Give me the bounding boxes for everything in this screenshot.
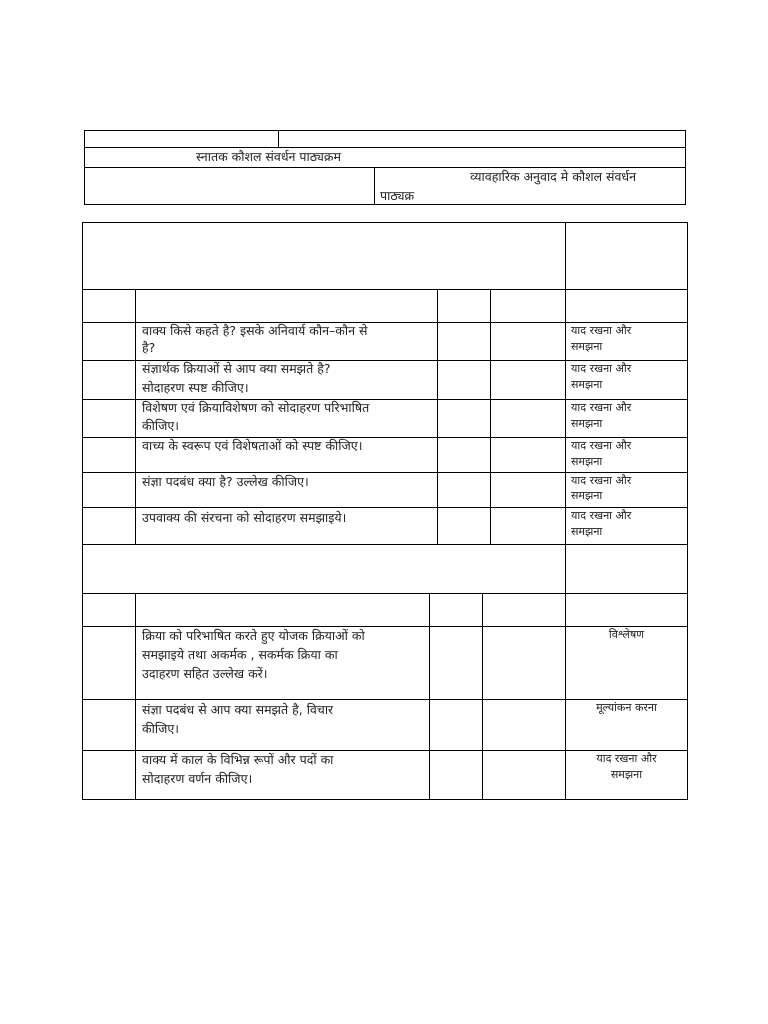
section1-divider <box>437 289 438 544</box>
section2-divider <box>482 593 483 800</box>
header-divider <box>278 130 279 147</box>
question-text: कीजिए। <box>142 418 180 433</box>
cognitive-level: याद रखना और <box>571 439 632 452</box>
question-text: वाच्य के स्वरूप एवं विशेषताओं को स्पष्ट कीजिए। <box>142 438 363 453</box>
question-text: समझाइये तथा अकर्मक , सकर्मक क्रिया का <box>142 647 338 662</box>
question-text: सोदाहरण स्पष्ट कीजिए। <box>142 380 249 395</box>
question-text: संज्ञा पदबंध क्या है? उल्लेख कीजिए। <box>142 474 309 489</box>
question-text: उदाहरण सहित उल्लेख करें। <box>142 666 268 681</box>
question-text: क्रिया को परिभाषित करते हुए योजक क्रियाओं को <box>142 628 365 643</box>
question-text: उपवाक्य की संरचना को सोदाहरण समझाइये। <box>142 510 347 525</box>
cognitive-level: याद रखना और <box>571 362 632 375</box>
row-separator <box>82 544 688 545</box>
question-text: विशेषण एवं क्रियाविशेषण को सोदाहरण परिभाषित <box>142 400 370 415</box>
question-text: वाक्य में काल के विभिन्न रूपों और पदों का <box>142 752 334 767</box>
question-text: कीजिए। <box>142 721 180 736</box>
question-text: सोदाहरण वर्णन कीजिए। <box>142 771 253 786</box>
course-title-line1: व्यावहारिक अनुवाद मे कौशल संवर्धन <box>470 169 637 184</box>
program-title: स्नातक कौशल संवर्धन पाठ्यक्रम <box>196 149 341 164</box>
cognitive-level: याद रखना और <box>571 401 632 414</box>
section2-head-line <box>82 593 688 594</box>
section2-divider <box>135 593 136 800</box>
cognitive-level: समझना <box>571 489 603 502</box>
cognitive-level: समझना <box>610 768 643 781</box>
cognitive-level: समझना <box>571 340 603 353</box>
question-text: है? <box>142 340 156 355</box>
section2-divider <box>429 593 430 800</box>
cognitive-level: विश्लेषण <box>608 628 645 641</box>
cognitive-level: याद रखना और <box>571 474 632 487</box>
cognitive-level: समझना <box>571 455 603 468</box>
header-divider <box>84 147 686 148</box>
cognitive-level: याद रखना और <box>571 509 632 522</box>
question-text: संज्ञा पदबंध से आप क्या समझते है, विचार <box>142 702 334 717</box>
cognitive-level: समझना <box>571 525 603 538</box>
cognitive-level: समझना <box>571 378 603 391</box>
cognitive-level: याद रखना और <box>571 324 632 337</box>
question-text: संज्ञार्थक क्रियाओं से आप क्या समझते है? <box>142 361 331 376</box>
section1-divider <box>490 289 491 544</box>
section1-divider <box>565 222 566 544</box>
course-title-line2: पाठ्यक्र <box>380 188 415 203</box>
cognitive-level: मूल्यांकन करना <box>596 701 657 714</box>
cognitive-level: याद रखना और <box>596 752 657 765</box>
question-text: वाक्य किसे कहते है? इसके अनिवार्य कौन–कौन से <box>142 323 368 338</box>
section1-head-line <box>82 289 688 290</box>
cognitive-level: समझना <box>571 417 603 430</box>
section1-divider <box>135 289 136 544</box>
header-divider <box>374 167 375 205</box>
